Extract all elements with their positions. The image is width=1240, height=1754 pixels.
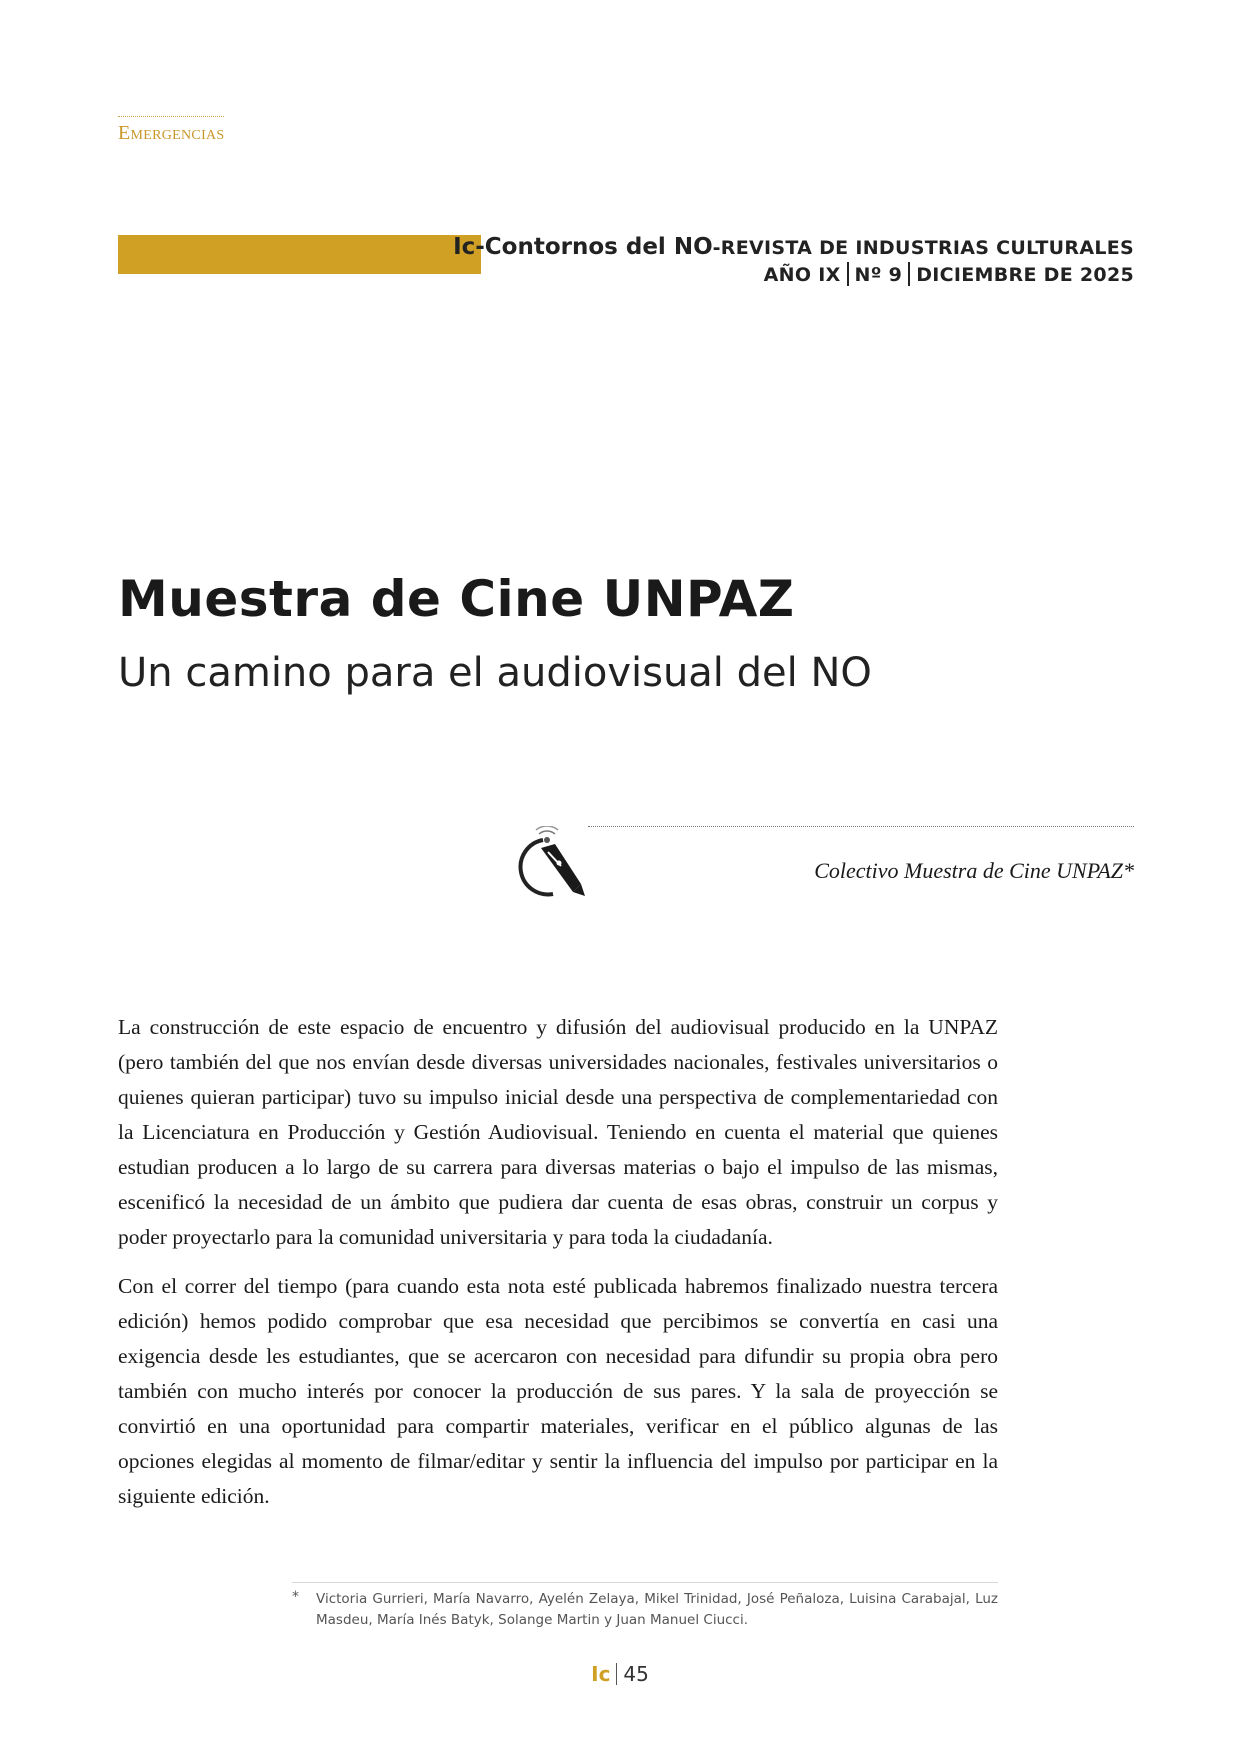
footnote-text: Victoria Gurrieri, María Navarro, Ayelén Zelaya, Mikel Trinidad, José Peñaloza, Luisina Carabajal, Luz Masdeu, María Inés Batyk, Solange Martin y Juan Manuel Ciucci. [316, 1591, 998, 1628]
divider [908, 262, 910, 286]
page-number: 45 [623, 1662, 649, 1686]
divider [847, 262, 849, 286]
journal-header [453, 234, 1134, 286]
section-rule [118, 116, 224, 117]
journal-date: DICIEMBRE DE 2025 [916, 264, 1134, 286]
journal-name: Ic-Contornos del NO [453, 234, 713, 260]
journal-issue: Nº 9 [854, 264, 903, 286]
journal-subtitle: -REVISTA DE INDUSTRIAS CULTURALES [712, 237, 1134, 259]
section-label: Emergencias [118, 122, 225, 144]
article-title: Muestra de Cine UNPAZ [118, 570, 795, 628]
author-rule [588, 826, 1134, 827]
page-footer [520, 1662, 720, 1686]
journal-year: AÑO IX [763, 264, 841, 286]
journal-mark: Ic [591, 1662, 611, 1686]
divider [616, 1663, 617, 1685]
footnote-marker: * [292, 1589, 299, 1605]
footnote-rule [292, 1582, 998, 1583]
fountain-pen-icon [515, 826, 585, 900]
header-accent-bar [118, 235, 481, 274]
body-paragraph: La construcción de este espacio de encuentro y difusión del audiovisual producido en la UNPAZ (pero también del que nos envían desde diversas universidades nacionales, festivales universitarios o quienes quieran participar) tuvo su impulso inicial desde una perspectiva de complementariedad con la Licenciatura en Producción y Gestión Audiovisual. Teniendo en cuenta el material que quienes estudian producen a lo largo de su carrera para diversas materias o bajo el impulso de las mismas, escenificó la necesidad de un ámbito que pudiera dar cuenta de esas obras, construir un corpus y poder proyectarlo para la comunidad universitaria y para toda la ciudadanía. [118, 1015, 998, 1249]
article-subtitle: Un camino para el audiovisual del NO [118, 650, 872, 696]
article-body [118, 1010, 998, 1528]
article-author: Colectivo Muestra de Cine UNPAZ* [814, 858, 1134, 883]
body-paragraph: Con el correr del tiempo (para cuando esta nota esté publicada habremos finalizado nuestra tercera edición) hemos podido comprobar que esa necesidad que percibimos se convertía en casi una exigencia desde les estudiantes, que se acercaron con necesidad para difundir su propia obra pero también con mucho interés por conocer la producción de sus pares. Y la sala de proyección se convirtió en una oportunidad para compartir materiales, verificar en el público algunas de las opciones elegidas al momento de filmar/editar y sentir la influencia del impulso por participar en la siguiente edición. [118, 1274, 998, 1508]
